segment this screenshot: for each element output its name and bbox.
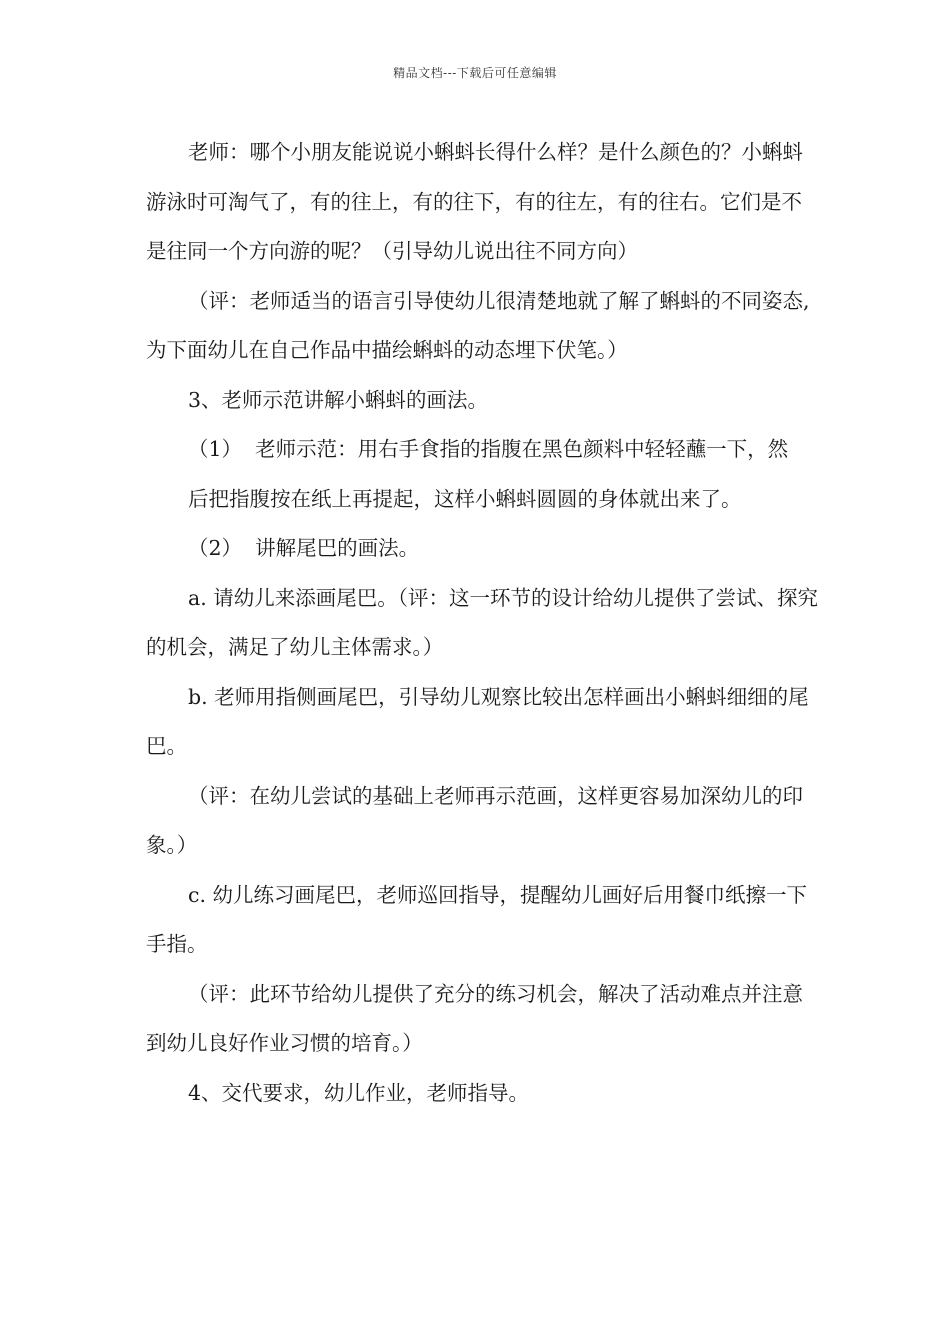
paragraph-comment-language: （评：老师适当的语言引导使幼儿很清楚地就了解了蝌蚪的不同姿态,为下面幼儿在自己作品中描绘蝌蚪的动态埋下伏笔。） [146, 288, 810, 362]
paragraph-comment-demo: （评：在幼儿尝试的基础上老师再示范画，这样更容易加深幼儿的印象。） [146, 783, 803, 857]
paragraph-step-4: 4、交代要求，幼儿作业，老师指导。 [188, 1080, 530, 1105]
paragraph-comment-practice: （评：此环节给幼儿提供了充分的练习机会，解决了活动难点并注意到幼儿良好作业习惯的培育。） [146, 981, 803, 1055]
page-header: 精品文档---下载后可任意编辑 [393, 66, 557, 80]
paragraph-step-3: 3、老师示范讲解小蝌蚪的画法。 [188, 387, 489, 412]
paragraph-item-a: a. 请幼儿来添画尾巴。（评：这一环节的设计给幼儿提供了尝试、探究的机会，满足了幼儿主体需求。） [146, 585, 819, 659]
paragraph-item-c: c. 幼儿练习画尾巴，老师巡回指导，提醒幼儿画好后用餐巾纸擦一下手指。 [146, 882, 808, 956]
paragraph-demo-1: （1） 老师示范：用右手食指的指腹在黑色颜料中轻轻蘸一下，然 [188, 437, 789, 461]
document-body [146, 128, 818, 1118]
paragraph-demo-1-continued: 后把指腹按在纸上再提起，这样小蝌蚪圆圆的身体就出来了。 [188, 486, 742, 511]
paragraph-item-b: b. 老师用指侧画尾巴，引导幼儿观察比较出怎样画出小蝌蚪细细的尾巴。 [146, 684, 809, 758]
paragraph-demo-2: （2） 讲解尾巴的画法。 [188, 536, 420, 560]
paragraph-teacher-question: 老师：哪个小朋友能说说小蝌蚪长得什么样？是什么颜色的？小蝌蚪游泳时可淘气了，有的往上，有的往下，有的往左，有的往右。它们是不是往同一个方向游的呢？（引导幼儿说出往不同方向） [146, 140, 803, 263]
